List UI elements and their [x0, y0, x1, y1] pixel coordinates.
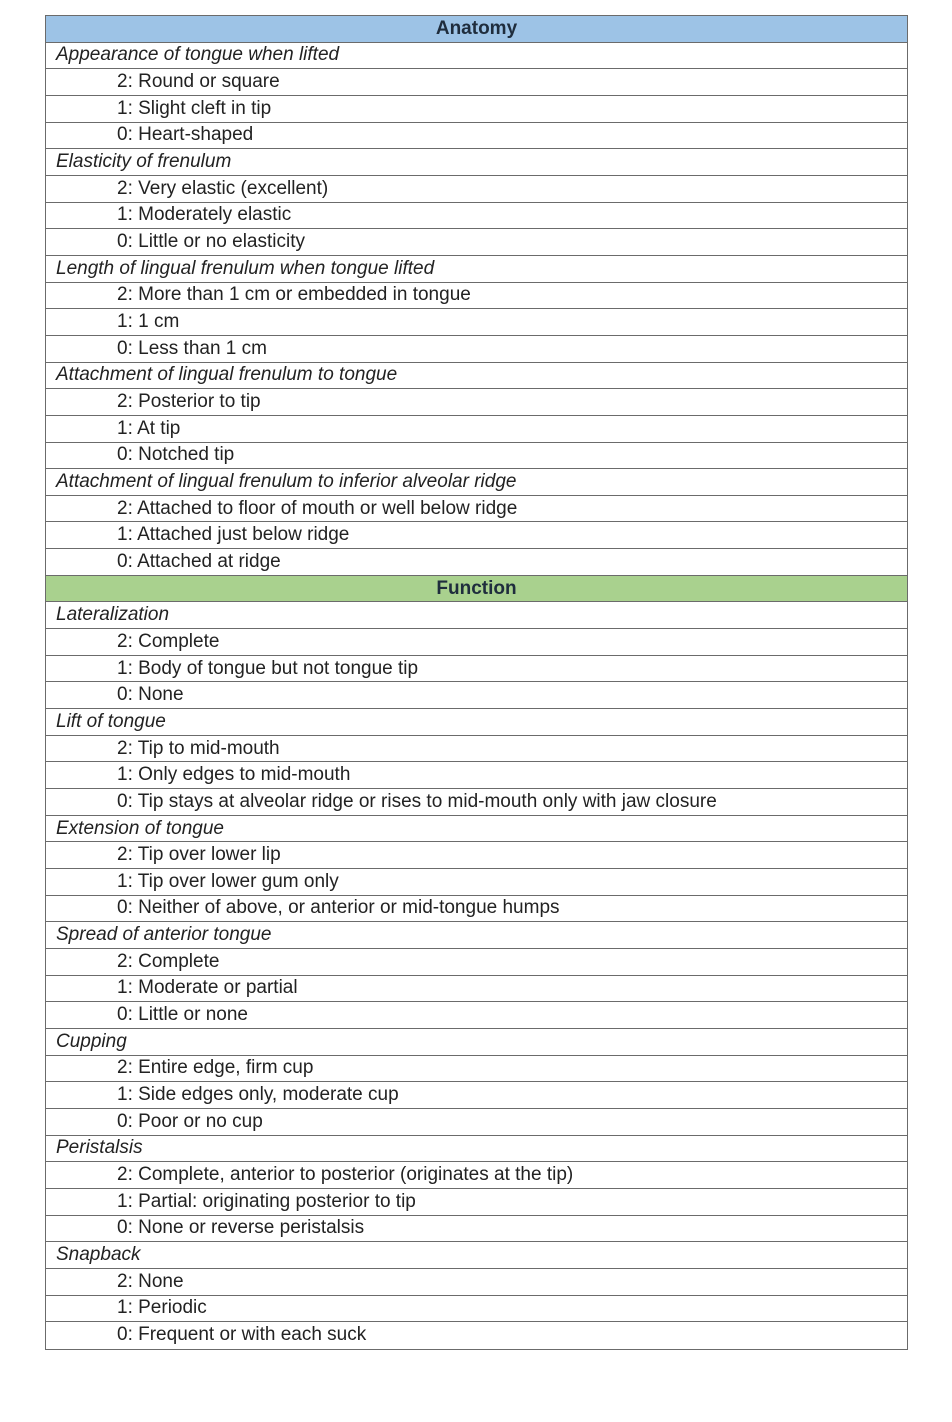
option-row: 2: Very elastic (excellent): [46, 176, 907, 203]
option-row: 0: Frequent or with each suck: [117, 1324, 367, 1346]
option-row: 0: None or reverse peristalsis: [46, 1216, 907, 1243]
option-row: 0: Heart-shaped: [46, 123, 907, 150]
option-row: 1: At tip: [46, 416, 907, 443]
option-row: 2: Complete: [46, 629, 907, 656]
option-row: 1: Tip over lower gum only: [46, 869, 907, 896]
option-row: 2: Tip to mid-mouth: [46, 736, 907, 763]
option-row: 1: Attached just below ridge: [46, 522, 907, 549]
item-title: Elasticity of frenulum: [46, 149, 907, 176]
option-row: 2: Tip over lower lip: [46, 842, 907, 869]
item-title: Spread of anterior tongue: [46, 922, 907, 949]
item-title: Cupping: [46, 1029, 907, 1056]
option-row: 0: Attached at ridge: [46, 549, 907, 576]
item-title: Attachment of lingual frenulum to tongue: [46, 363, 907, 390]
option-row: 1: Moderate or partial: [46, 976, 907, 1003]
option-row: 0: Poor or no cup: [46, 1109, 907, 1136]
item-title: Attachment of lingual frenulum to inferior alveolar ridge: [46, 469, 907, 496]
option-row: 0: Little or no elasticity: [46, 229, 907, 256]
option-row: 0: Less than 1 cm: [46, 336, 907, 363]
option-row: 0: Neither of above, or anterior or mid-tongue humps: [46, 896, 907, 923]
option-row: 2: Posterior to tip: [46, 389, 907, 416]
option-row: 0: Little or none: [46, 1002, 907, 1029]
option-row: 0: Tip stays at alveolar ridge or rises to mid-mouth only with jaw closure: [46, 789, 907, 816]
option-row: 1: Moderately elastic: [46, 203, 907, 230]
option-row: 1: Body of tongue but not tongue tip: [46, 656, 907, 683]
option-row: 1: Periodic: [46, 1296, 907, 1323]
option-row: 2: Round or square: [46, 69, 907, 96]
item-title: Lift of tongue: [46, 709, 907, 736]
option-row: 2: More than 1 cm or embedded in tongue: [46, 283, 907, 310]
item-title: Length of lingual frenulum when tongue lifted: [46, 256, 907, 283]
section-header-anatomy: Anatomy: [46, 16, 907, 43]
item-title: Snapback: [46, 1242, 907, 1269]
option-row: 1: Partial: originating posterior to tip: [46, 1189, 907, 1216]
option-row: 2: Complete: [46, 949, 907, 976]
assessment-table: [45, 15, 908, 1350]
item-title: Peristalsis: [46, 1136, 907, 1163]
option-row: 1: 1 cm: [46, 309, 907, 336]
option-row: 2: Entire edge, firm cup: [46, 1056, 907, 1083]
option-row: 1: Only edges to mid-mouth: [46, 762, 907, 789]
option-row: 2: Complete, anterior to posterior (originates at the tip): [46, 1162, 907, 1189]
option-row: 0: Notched tip: [46, 443, 907, 470]
option-row: 2: Attached to floor of mouth or well below ridge: [46, 496, 907, 523]
item-title: Appearance of tongue when lifted: [46, 43, 907, 70]
option-row: 2: None: [46, 1269, 907, 1296]
section-header-function: Function: [46, 576, 907, 603]
option-row: 0: None: [46, 682, 907, 709]
option-row: 1: Slight cleft in tip: [46, 96, 907, 123]
option-row: 1: Side edges only, moderate cup: [46, 1082, 907, 1109]
item-title: Lateralization: [46, 602, 907, 629]
item-title: Extension of tongue: [46, 816, 907, 843]
